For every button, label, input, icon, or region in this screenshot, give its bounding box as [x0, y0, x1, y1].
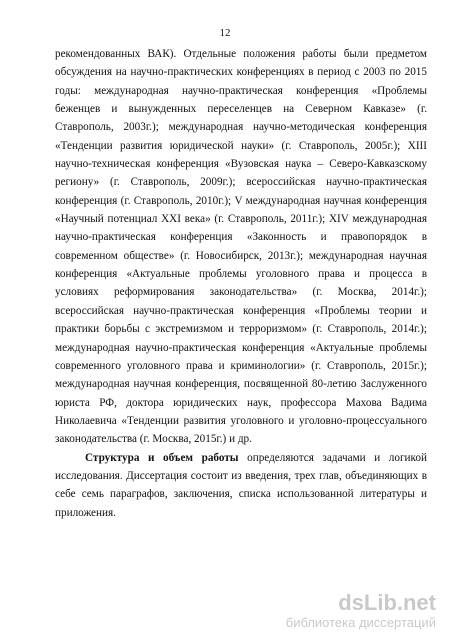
paragraph-structure: [55, 449, 427, 522]
structure-text: определяются задачами и логикой исследования. Диссертация состоит из введения, трех глав, объединяющих в себе семь параграфов, заключения, списка использованной литературы и приложения.: [55, 451, 427, 519]
paragraph-conferences: рекомендованных ВАК). Отдельные положения работы были предметом обсуждения на научно-практических конференциях в период с 2003 по 2015 годы: международная научно-практическая конференция «Проблемы беженцев и вынужденных переселенцев на Северном Кавказе» (г. Ставрополь, 2003г.); международная научно-методическая конференция «Тенденции развития юридической науки» (г. Ставрополь, 2005г.); XIII научно-техническая конференция «Вузовская наука – Северо-Кавказскому региону» (г. Ставрополь, 2009г.); всероссийская научно-практическая конференция (г. Ставрополь, 2010г.); V международная научная конференция «Научный потенциал XXI века» (г. Ставрополь, 2011г.); XIV международная научно-практическая конференция «Законность и правопорядок в современном обществе» (г. Новосибирск, 2013г.); международная научная конференция «Актуальные проблемы уголовного права и процесса в условиях реформирования законодательства» (г. Москва, 2014г.); всероссийская научно-практическая конференция «Проблемы теории и практики борьбы с экстремизмом и терроризмом» (г. Ставрополь, 2014г.); международная научно-практическая конференция «Актуальные проблемы современного уголовного права и криминологии» (г. Ставрополь, 2015г.); международная научная конференция, посвященной 80-летию Заслуженного юриста РФ, доктора юридических наук, профессора Махова Вадима Николаевича «Тенденции развития уголовного и уголовно-процессуального законодательства (г. Москва, 2015г.) и др.: [55, 48, 427, 446]
document-body: [55, 45, 427, 522]
structure-heading: Структура и объем работы: [85, 451, 239, 464]
page-number: 12: [219, 27, 231, 39]
watermark-tagline: библиотека диссертаций: [285, 615, 436, 630]
watermark: [286, 592, 436, 629]
watermark-logo: dsLib.net: [338, 590, 436, 615]
